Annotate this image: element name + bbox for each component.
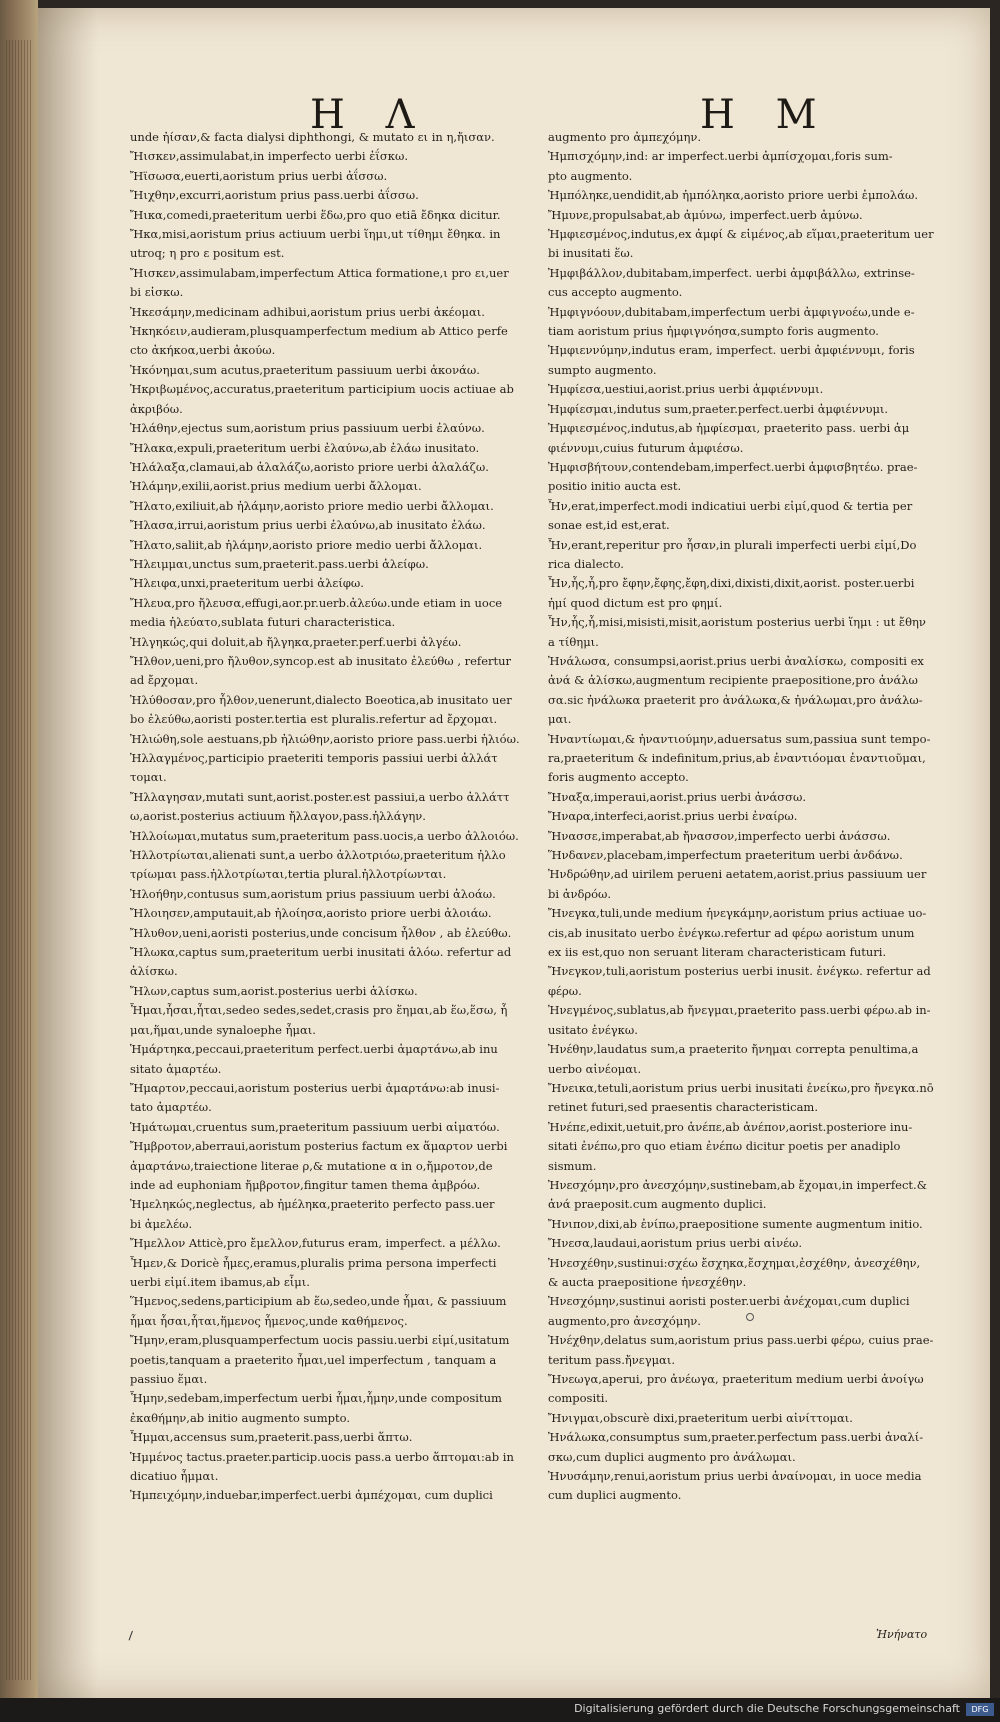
dictionary-line: Ἠνεγμένος,sublatus,ab ἤνεγμαι,praeterito pass.uerbi φέρω.ab in- — [548, 1003, 931, 1018]
dictionary-line: ad ἔρχομαι. — [130, 673, 199, 688]
dictionary-line: Ἤμυνε,propulsabat,ab ἀμύνω, imperfect.uerb ἀμύνω. — [548, 207, 863, 222]
dictionary-line: Ἤλωκα,captus sum,praeteritum uerbi inusitati ἁλόω. refertur ad — [130, 945, 512, 960]
dictionary-line: Ἠμφιγνόουν,dubitabam,imperfectum uerbi ἀμφιγνοέω,unde e- — [548, 304, 915, 319]
dictionary-line: positio initio aucta est. — [548, 479, 682, 494]
dictionary-line: ἀνά praeposit.cum augmento duplici. — [548, 1197, 767, 1212]
dictionary-line: Ἤκα,misi,aoristum prius actiuum uerbi ἵημι,ut τίθημι ἔθηκα. in — [130, 227, 501, 242]
dictionary-line: Ἠμεληκώς,neglectus, ab ἠμέληκα,praeterito perfecto pass.uer — [130, 1197, 495, 1212]
dictionary-line: Ἦμεν,& Doricè ἦμες,eramus,pluralis prima persona imperfecti — [130, 1255, 497, 1270]
dictionary-line: Ἠμφιβάλλον,dubitabam,imperfect. uerbi ἀμφιβάλλω, extrinse- — [548, 265, 915, 280]
dictionary-line: Ἠνεσχόμην,pro ἀνεσχόμην,sustinebam,ab ἔχομαι,in imperfect.& — [548, 1177, 927, 1192]
digitization-footer — [0, 1698, 1000, 1722]
dictionary-line: Ἠλάθην,ejectus sum,aoristum prius passiuum uerbi ἐλαύνω. — [130, 421, 485, 436]
dictionary-line: Ἥμενος,sedens,participium ab ἕω,sedeo,unde ἧμαι, & passiuum — [130, 1294, 507, 1309]
dictionary-line: Ἤλατο,exiliuit,ab ἠλάμην,aoristo priore medio uerbi ἄλλομαι. — [130, 498, 494, 513]
dictionary-line: Ἤναρα,interfeci,aorist.prius uerbi ἐναίρω. — [548, 809, 798, 824]
dictionary-line: Ἤισκεν,assimulabat,in imperfecto uerbi ἐΐσκω. — [130, 149, 409, 164]
dictionary-line: Ἤιχθην,excurri,aoristum prius pass.uerbi ἀΐσσω. — [130, 188, 419, 203]
dictionary-line: sitati ἐνέπω,pro quo etiam ἐνέπω dicitur poetis per anadiplo — [548, 1139, 901, 1154]
dictionary-line: media ἠλεύατο,sublata futuri characteristica. — [130, 615, 396, 630]
dictionary-line: ἁμαρτάνω,traiectione literae ρ,& mutatione α in ο,ἤμροτον,de — [130, 1158, 493, 1173]
dictionary-line: tato ἁμαρτέω. — [130, 1100, 212, 1115]
running-head-left: Η Λ — [310, 92, 429, 138]
dictionary-line: Ἤλευα,pro ἤλευσα,effugi,aor.pr.uerb.ἀλεύω.unde etiam in uoce — [130, 595, 503, 610]
dictionary-line: Ἠλύθοσαν,pro ἦλθον,uenerunt,dialecto Boeotica,ab inusitato uer — [130, 692, 512, 707]
dictionary-line: Ἧμαι,ἧσαι,ἧται,sedeo sedes,sedet,crasis pro ἕημαι,ab ἕω,ἕσω, ἧ — [130, 1003, 508, 1018]
dictionary-line: ω,aorist.posterius actiuum ἤλλαγον,pass.ἠλλάγην. — [130, 809, 426, 824]
dictionary-line: Ἤναξα,imperaui,aorist.prius uerbi ἀνάσσω. — [548, 789, 806, 804]
dictionary-line: Ἠλιώθη,sole aestuans,pb ἠλιώθην,aoristo priore pass.uerbi ἡλιόω. — [130, 731, 520, 746]
dictionary-line: Ἠκηκόειν,audieram,plusquamperfectum medium ab Attico perfe — [130, 324, 508, 339]
dictionary-line: Ἠμφιεσμένος,indutus,ab ἠμφίεσμαι, praeterito pass. uerbi ἀμ — [548, 421, 910, 436]
gutter-shadow — [38, 8, 98, 1698]
dictionary-line: Ἤμην,eram,plusquamperfectum uocis passiu.uerbi εἰμί,usitatum — [130, 1333, 510, 1348]
dictionary-line: Ἠμπόληκε,uendidit,ab ἠμπόληκα,aoristo priore uerbi ἐμπολάω. — [548, 188, 918, 203]
dictionary-line: Ἠνεσχέθην,sustinui:σχέω ἔσχηκα,ἔσχημαι,ἐσχέθην, ἀνεσχέθην, — [548, 1255, 921, 1270]
dictionary-line: ex iis est,quo non seruant literam characteristicam futuri. — [548, 945, 887, 960]
dictionary-line: Ἠνέθην,laudatus sum,a praeterito ἤνημαι correpta penultima,a — [548, 1042, 919, 1057]
dictionary-line: uerbo αἰνέομαι. — [548, 1061, 642, 1076]
dictionary-line: Ἠνδρώθην,ad uirilem perueni aetatem,aorist.prius passiuum uer — [548, 867, 927, 882]
dictionary-line: Ἠνυσάμην,renui,aoristum prius uerbi ἀναίνομαι, in uoce media — [548, 1469, 922, 1484]
dictionary-line: Ἠμπισχόμην,ind: ar imperfect.uerbi ἀμπίσχομαι,foris sum- — [548, 149, 893, 164]
dictionary-line: Ἠναντίωμαι,& ἠναντιούμην,aduersatus sum,passiua sunt tempo- — [548, 731, 931, 746]
printer-mark — [746, 1313, 754, 1321]
running-head-right: Η Μ — [700, 92, 831, 138]
dictionary-line: inde ad euphoniam ἤμβροτον,fingitur tamen thema ἀμβρόω. — [130, 1177, 481, 1192]
dictionary-line: Ἤλακα,expuli,praeteritum uerbi ἐλαύνω,ab ἐλάω inusitato. — [130, 440, 480, 455]
right-column — [548, 128, 948, 1506]
dictionary-line: poetis,tanquam a praeterito ἧμαι,uel imperfectum , tanquam a — [130, 1352, 497, 1367]
dictionary-line: Ἠνέπε,edixit,uetuit,pro ἀνέπε,ab ἀνέπον,aorist.posteriore inu- — [548, 1119, 913, 1134]
dictionary-line: μαι. — [548, 712, 572, 727]
dictionary-line: Ἠνέχθην,delatus sum,aoristum prius pass.uerbi φέρω, cuius prae- — [548, 1333, 934, 1348]
dictionary-line: cto ἀκήκοα,uerbi ἀκούω. — [130, 343, 276, 358]
dictionary-line: ἀνά & ἁλίσκω,augmentum recipiente praepositione,pro ἀνάλω — [548, 673, 918, 688]
footer-credit: Digitalisierung gefördert durch die Deutsche Forschungsgemeinschaft — [574, 1702, 960, 1715]
dictionary-line: Ἠμφιεννύμην,indutus eram, imperfect. uerbi ἀμφιέννυμι, foris — [548, 343, 915, 358]
dictionary-line: usitato ἐνέγκω. — [548, 1022, 638, 1037]
page-edges — [6, 40, 32, 1680]
dictionary-line: Ἡμμένος tactus.praeter.particip.uocis pass.a uerbo ἅπτομαι:ab in — [130, 1449, 514, 1464]
dictionary-line: Ἥνδανεν,placebam,imperfectum praeteritum uerbi ἁνδάνω. — [548, 848, 903, 863]
dictionary-line: Ἠλλοτρίωται,alienati sunt,a uerbo ἀλλοτριόω,praeteritum ἠλλο — [130, 848, 506, 863]
dictionary-line: Ἤνιπον,dixi,ab ἐνίπω,praepositione sumente augmentum initio. — [548, 1216, 923, 1231]
dictionary-line: ἠμί quod dictum est pro φημί. — [548, 595, 723, 610]
dictionary-line: μαι,ἥμαι,unde synaloephe ἧμαι. — [130, 1022, 316, 1037]
dictionary-line: augmento pro ἀμπεχόμην. — [548, 130, 702, 144]
dictionary-line: Ἠμφιεσμένος,indutus,ex ἀμφί & εἰμένος,ab εἵμαι,praeteritum uer — [548, 227, 934, 242]
dictionary-line: Ἦν,erat,imperfect.modi indicatiui uerbi εἰμί,quod & tertia per — [548, 498, 913, 513]
dictionary-line: ἁλίσκω. — [130, 964, 178, 979]
dictionary-line: ἧμαι ἧσαι,ἧται,ἥμενος ἧμενος,unde καθήμενος. — [130, 1313, 408, 1328]
dictionary-line: sitato ἁμαρτέω. — [130, 1061, 222, 1076]
dictionary-line: Ἤϊσωσα,euerti,aoristum prius uerbi ἀΐσσω. — [130, 168, 388, 183]
dictionary-line: sonae est,id est,erat. — [548, 518, 670, 533]
dictionary-line: ἐκαθήμην,ab initio augmento sumpto. — [130, 1410, 350, 1425]
dictionary-line: Ἦν,erant,reperitur pro ἦσαν,in plurali imperfecti uerbi εἰμί,Do — [548, 537, 917, 552]
dictionary-line: Ἠμφισβήτουν,contendebam,imperfect.uerbi ἀμφισβητέω. prae- — [548, 459, 918, 474]
dictionary-line: Ἠμφίεσα,uestiui,aorist.prius uerbi ἀμφιέννυμι. — [548, 382, 824, 397]
dictionary-line: Ἠμφίεσμαι,indutus sum,praeter.perfect.uerbi ἀμφιέννυμι. — [548, 401, 889, 416]
dictionary-line: Ἠλλαγμένος,participio praeteriti temporis passiui uerbi ἀλλάτ — [130, 751, 498, 765]
dictionary-line: augmento,pro ἀνεσχόμην. — [548, 1313, 701, 1328]
dictionary-line: passiuo ἕμαι. — [130, 1372, 208, 1386]
dictionary-line: ra,praeteritum & indefinitum,prius,ab ἐναντιόομαι ἐναντιοῦμαι, — [548, 751, 926, 765]
dictionary-line: Ἤνεγκον,tuli,aoristum posterius uerbi inusit. ἐνέγκω. refertur ad — [548, 964, 931, 979]
dictionary-line: Ἠνάλωσα, consumpsi,aorist.prius uerbi ἀναλίσκω, compositi ex — [548, 653, 924, 668]
dictionary-line: compositi. — [548, 1391, 609, 1406]
dictionary-line: Ἤισκεν,assimulabam,imperfectum Attica formatione,ι pro ει,uer — [130, 265, 509, 280]
dictionary-line: τομαι. — [130, 770, 167, 785]
dictionary-line: Ἤλασα,irrui,aoristum prius uerbi ἐλαύνω,ab inusitato ἐλάω. — [130, 518, 486, 533]
dictionary-line: Ἤνασσε,imperabat,ab ἤνασσον,imperfecto uerbi ἀνάσσω. — [548, 828, 891, 843]
dictionary-line: Ἠλλοίωμαι,mutatus sum,praeteritum pass.uocis,a uerbo ἀλλοιόω. — [130, 828, 519, 843]
dictionary-line: retinet futuri,sed praesentis characteristicam. — [548, 1100, 818, 1115]
dictionary-line: sumpto augmento. — [548, 362, 657, 377]
dictionary-line: Ἤλοιησεν,amputauit,ab ἠλοίησα,aoristo priore uerbi ἀλοιάω. — [130, 906, 492, 921]
dictionary-line: Ἤνεσα,laudaui,aoristum prius uerbi αἰνέω. — [548, 1236, 803, 1251]
dictionary-line: tiam aoristum prius ἠμφιγνόησα,sumpto foris augmento. — [548, 324, 879, 339]
dictionary-line: σα.sic ἠνάλωκα praeterit pro ἀνάλωκα,& ἠνάλωμαι,pro ἀνάλω- — [548, 692, 923, 707]
dictionary-line: Ἠλγηκώς,qui doluit,ab ἤλγηκα,praeter.perf.uerbi ἀλγέω. — [130, 634, 462, 649]
dictionary-line: cum duplici augmento. — [548, 1488, 682, 1503]
dictionary-line: τρίωμαι pass.ἠλλοτρίωται,tertia plural.ἠλλοτρίωνται. — [130, 867, 447, 882]
dictionary-line: bi εἰσκω. — [130, 285, 184, 300]
dictionary-line: Ἤλατο,saliit,ab ἠλάμην,aoristo priore medio uerbi ἄλλομαι. — [130, 537, 483, 552]
dictionary-line: Ἧν,ἧς,ἧ,misi,misisti,misit,aoristum posterius uerbi ἵημι : ut ἔθην — [548, 615, 926, 630]
dictionary-line: φέρω. — [548, 983, 582, 998]
dictionary-line: Ἠκεσάμην,medicinam adhibui,aoristum prius uerbi ἀκέομαι. — [130, 304, 485, 319]
dictionary-line: Ἤλειφα,unxi,praeteritum uerbi ἀλείφω. — [130, 576, 364, 591]
dictionary-line: foris augmento accepto. — [548, 770, 689, 785]
dictionary-line: Ἤλθον,ueni,pro ἤλυθον,syncop.est ab inusitato ἐλεύθω , refertur — [130, 653, 512, 668]
dictionary-line: Ἠλοήθην,contusus sum,aoristum prius passiuum uerbi ἀλοάω. — [130, 886, 496, 901]
dictionary-line: σκω,cum duplici augmento pro ἀνάλωμαι. — [548, 1449, 796, 1464]
dictionary-line: sismum. — [548, 1158, 597, 1173]
dictionary-line: & aucta praepositione ἠνεσχέθην. — [548, 1274, 747, 1289]
dictionary-line: Ἠμπειχόμην,induebar,imperfect.uerbi ἀμπέχομαι, cum duplici — [130, 1488, 493, 1503]
dictionary-line: cus accepto augmento. — [548, 285, 683, 300]
dictionary-line: Ἧμην,sedebam,imperfectum uerbi ἧμαι,ἧμην,unde compositum — [130, 1391, 502, 1406]
dictionary-line: Ἡμάρτηκα,peccaui,praeteritum perfect.uerbi ἁμαρτάνω,ab inu — [130, 1042, 498, 1057]
left-column — [130, 128, 530, 1506]
dictionary-line: Ἤμβροτον,aberraui,aoristum posterius factum ex ἅμαρτον uerbi — [130, 1139, 508, 1154]
dictionary-line: dicatiuo ἧμμαι. — [130, 1469, 219, 1484]
dictionary-line: bo ἐλεύθω,aoristi poster.tertia est pluralis.refertur ad ἔρχομαι. — [130, 712, 498, 727]
dictionary-line: Ἤλειμμαι,unctus sum,praeterit.pass.uerbi ἀλείφω. — [130, 556, 429, 571]
dictionary-line: teritum pass.ἤνεγμαι. — [548, 1352, 675, 1367]
dictionary-line: rica dialecto. — [548, 556, 624, 571]
dictionary-line: ἀκριβόω. — [130, 401, 183, 416]
dictionary-line: uerbi εἰμί.item ibamus,ab εἶμι. — [130, 1274, 310, 1289]
dictionary-line: Ἤνεωγα,aperui, pro ἀνέωγα, praeteritum medium uerbi ἀνοίγω — [548, 1372, 924, 1386]
dictionary-line: Ἤλυθον,ueni,aoristi posterius,unde concisum ἦλθον , ab ἐλεύθω. — [130, 925, 512, 940]
dictionary-line: unde ἠίσαν,& facta dialysi diphthongi, & mutato ει in η,ἤισαν. — [130, 130, 495, 144]
dictionary-line: Ἧμμαι,accensus sum,praeterit.pass,uerbi ἅπτω. — [130, 1430, 413, 1445]
dictionary-line: cis,ab inusitato uerbo ἐνέγκω.refertur ad φέρω aoristum unum — [548, 925, 915, 940]
dictionary-line: utroq; η pro ε positum est. — [130, 246, 285, 261]
dictionary-line: a τίθημι. — [548, 634, 599, 649]
dfg-logo: DFG — [966, 1703, 994, 1716]
dictionary-line: Ἤλλαγησαν,mutati sunt,aorist.poster.est passiui,a uerbo ἀλλάττ — [130, 789, 510, 804]
dictionary-line: Ἤνεικα,tetuli,aoristum prius uerbi inusitati ἐνείκω,pro ἤνεγκα.nō — [548, 1080, 934, 1095]
dictionary-line: bi ἀνδρόω. — [548, 886, 612, 901]
dictionary-line: φιέννυμι,cuius futurum ἀμφιέσω. — [548, 440, 744, 455]
dictionary-line: bi ἀμελέω. — [130, 1216, 193, 1231]
dictionary-line: Ἠκόνημαι,sum acutus,praeteritum passiuum uerbi ἀκονάω. — [130, 362, 480, 377]
dictionary-line: Ἤνιγμαι,obscurè dixi,praeteritum uerbi αἰνίττομαι. — [548, 1410, 853, 1425]
catchword: Ἠνήνατο — [876, 1628, 928, 1641]
dictionary-line: Ἤμαρτον,peccaui,aoristum posterius uerbi ἁμαρτάνω:ab inusi- — [130, 1080, 500, 1095]
dictionary-line: bi inusitati ἕω. — [548, 246, 634, 261]
dictionary-line: Ἠλάλαξα,clamaui,ab ἀλαλάζω,aoristo priore uerbi ἀλαλάζω. — [130, 459, 489, 474]
dictionary-line: pto augmento. — [548, 168, 633, 183]
dictionary-line: Ἠνάλωκα,consumptus sum,praeter.perfectum pass.uerbi ἀναλί- — [548, 1430, 924, 1445]
dictionary-line: Ἡμάτωμαι,cruentus sum,praeteritum passiuum uerbi αἱματόω. — [130, 1119, 500, 1134]
dictionary-line: Ἤνεγκα,tuli,unde medium ἠνεγκάμην,aoristum prius actiuae uo- — [548, 906, 927, 921]
book-spine-edge — [0, 0, 38, 1722]
dictionary-line: Ἠνεσχόμην,sustinui aoristi poster.uerbi ἀνέχομαι,cum duplici — [548, 1294, 910, 1309]
dictionary-line: Ἠκριβωμένος,accuratus,praeteritum participium uocis actiuae ab — [130, 382, 514, 397]
dictionary-line: Ἤλων,captus sum,aorist.posterius uerbi ἁλίσκω. — [130, 983, 418, 998]
dictionary-line: Ἦν,ἦς,ἦ,pro ἔφην,ἔφης,ἔφη,dixi,dixisti,dixit,aorist. poster.uerbi — [548, 576, 915, 591]
dictionary-line: Ἤικα,comedi,praeteritum uerbi ἕδω,pro quo etiā ἔδηκα dicitur. — [130, 207, 501, 222]
dictionary-line: Ἠλάμην,exilii,aorist.prius medium uerbi ἄλλομαι. — [130, 479, 422, 494]
dictionary-line: Ἤμελλον Atticè,pro ἔμελλον,futurus eram, imperfect. a μέλλω. — [130, 1236, 501, 1251]
